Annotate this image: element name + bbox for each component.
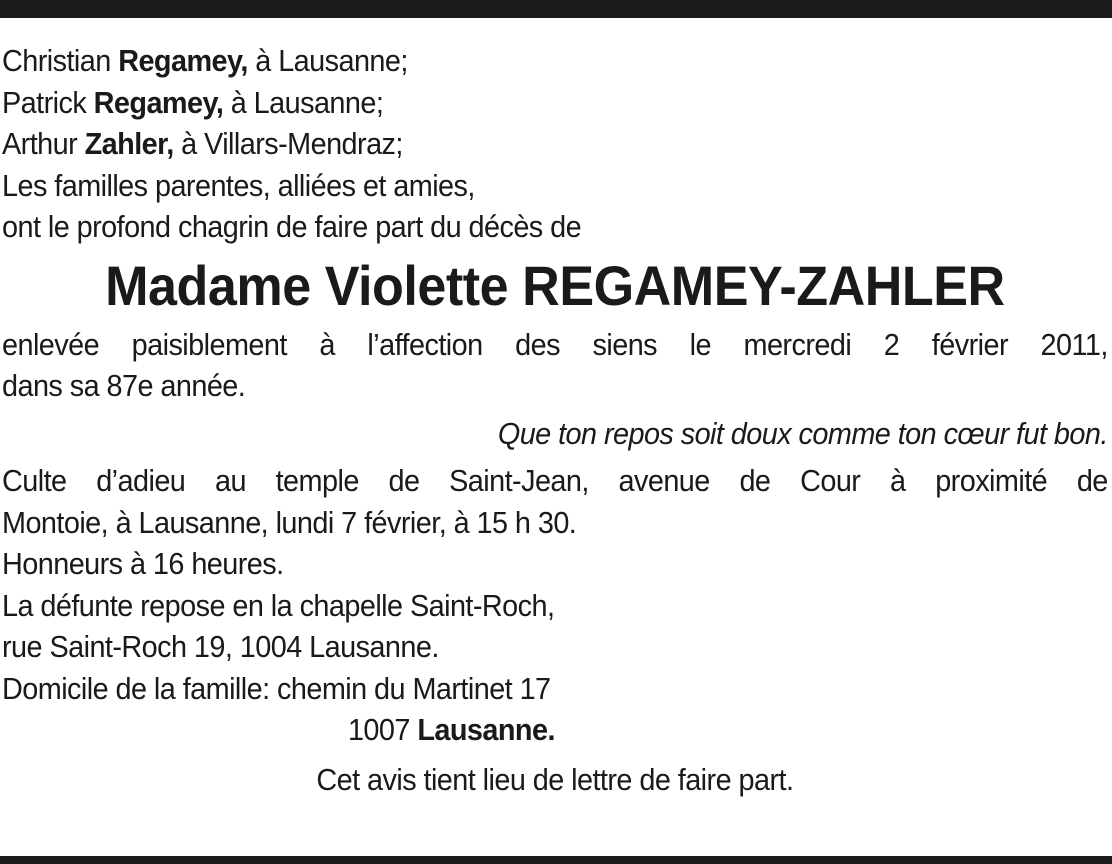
service-line-2: Montoie, à Lausanne, lundi 7 février, à 15 h 30. bbox=[2, 504, 577, 540]
death-notice bbox=[2, 40, 1108, 800]
family-member-2 bbox=[2, 82, 1108, 124]
family-member-place: à Villars-Mendraz; bbox=[181, 126, 403, 161]
family-member-3 bbox=[2, 123, 1108, 165]
resting-place-line-1: La défunte repose en la chapelle Saint-Roch, bbox=[2, 587, 555, 623]
memorial-quote: Que ton repos soit doux comme ton cœur fut bon. bbox=[497, 415, 1108, 451]
family-domicile-city-line bbox=[2, 709, 1108, 751]
family-member-last-name: Regamey, bbox=[93, 84, 224, 120]
family-member-first-name: Arthur bbox=[2, 126, 78, 161]
family-member-last-name: Regamey, bbox=[118, 43, 248, 78]
family-member-place: à Lausanne; bbox=[255, 43, 408, 78]
family-domicile-line: Domicile de la famille: chemin du Martinet 17 bbox=[2, 670, 551, 706]
honours-line: Honneurs à 16 heures. bbox=[2, 546, 284, 581]
bottom-border-rule bbox=[0, 856, 1112, 864]
relatives-line: Les familles parentes, alliées et amies, bbox=[2, 167, 475, 203]
family-member-1 bbox=[2, 40, 1108, 82]
family-member-last-name: Zahler, bbox=[84, 126, 174, 161]
death-details-line-2: dans sa 87e année. bbox=[2, 368, 246, 403]
domicile-postcode: 1007 bbox=[347, 712, 410, 747]
resting-place-line-2: rue Saint-Roch 19, 1004 Lausanne. bbox=[2, 629, 439, 664]
deceased-name: Madame Violette REGAMEY-ZAHLER bbox=[105, 253, 1005, 317]
top-border-rule bbox=[0, 0, 1112, 18]
family-member-place: à Lausanne; bbox=[230, 84, 384, 120]
death-details-line-1: enlevée paisiblement à l’affection des siens le mercredi 2 février 2011, bbox=[2, 326, 1108, 362]
service-line-1: Culte d’adieu au temple de Saint-Jean, avenue de Cour à proximité de bbox=[2, 463, 1108, 498]
family-member-first-name: Patrick bbox=[2, 84, 87, 120]
family-member-first-name: Christian bbox=[2, 43, 111, 78]
announcement-line: ont le profond chagrin de faire part du décès de bbox=[2, 209, 582, 244]
domicile-city: Lausanne. bbox=[417, 712, 555, 747]
closing-note: Cet avis tient lieu de lettre de faire part. bbox=[316, 761, 794, 797]
